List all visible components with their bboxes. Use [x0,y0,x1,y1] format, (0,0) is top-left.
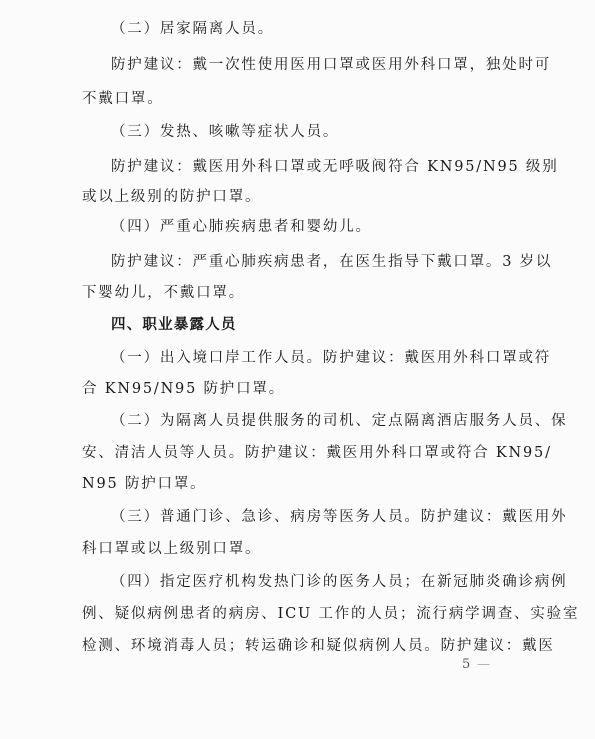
advice-cardiopulmonary-line-2: 下婴幼儿，不戴口罩。 [82,285,245,301]
designated-hospital-staff-line-2: 例、疑似病例患者的病房、ICU 工作的人员；流行病学调查、实验室 [82,606,580,622]
designated-hospital-staff-line-3: 检测、环境消毒人员；转运确诊和疑似病例人员。防护建议：戴医 [82,638,555,654]
general-medical-staff-line-2: 科口罩或以上级别口罩。 [82,541,262,557]
section-title-home-isolation: （二）居家隔离人员。 [111,21,274,37]
isolation-service-staff-line-2: 安、清洁人员等人员。防护建议：戴医用外科口罩或符合 KN95/ [82,445,552,461]
page-number-dash: — [477,657,490,672]
advice-cardiopulmonary-line-1: 防护建议：严重心肺疾病患者，在医生指导下戴口罩。3 岁以 [111,254,553,270]
port-workers-line-2: 合 KN95/N95 防护口罩。 [82,381,286,397]
port-workers-line-1: （一）出入境口岸工作人员。防护建议：戴医用外科口罩或符 [111,350,552,366]
isolation-service-staff-line-3: N95 防护口罩。 [82,476,207,492]
general-medical-staff-line-1: （三）普通门诊、急诊、病房等医务人员。防护建议：戴医用外 [111,509,568,525]
heading-occupational-exposure: 四、职业暴露人员 [111,317,237,333]
section-title-cardiopulmonary-infants: （四）严重心肺疾病患者和婴幼儿。 [111,219,372,235]
page-number: 5 [462,657,471,672]
section-title-symptomatic: （三）发热、咳嗽等症状人员。 [111,124,340,140]
designated-hospital-staff-line-1: （四）指定医疗机构发热门诊的医务人员；在新冠肺炎确诊病例 [111,574,568,590]
advice-symptomatic-line-1: 防护建议：戴医用外科口罩或无呼吸阀符合 KN95/N95 级别 [111,159,559,175]
advice-symptomatic-line-2: 或以上级别的防护口罩。 [82,189,262,205]
advice-home-isolation-line-1: 防护建议：戴一次性使用医用口罩或医用外科口罩，独处时可 [111,57,552,73]
advice-home-isolation-line-2: 不戴口罩。 [82,91,164,107]
isolation-service-staff-line-1: （二）为隔离人员提供服务的司机、定点隔离酒店服务人员、保 [111,413,568,429]
